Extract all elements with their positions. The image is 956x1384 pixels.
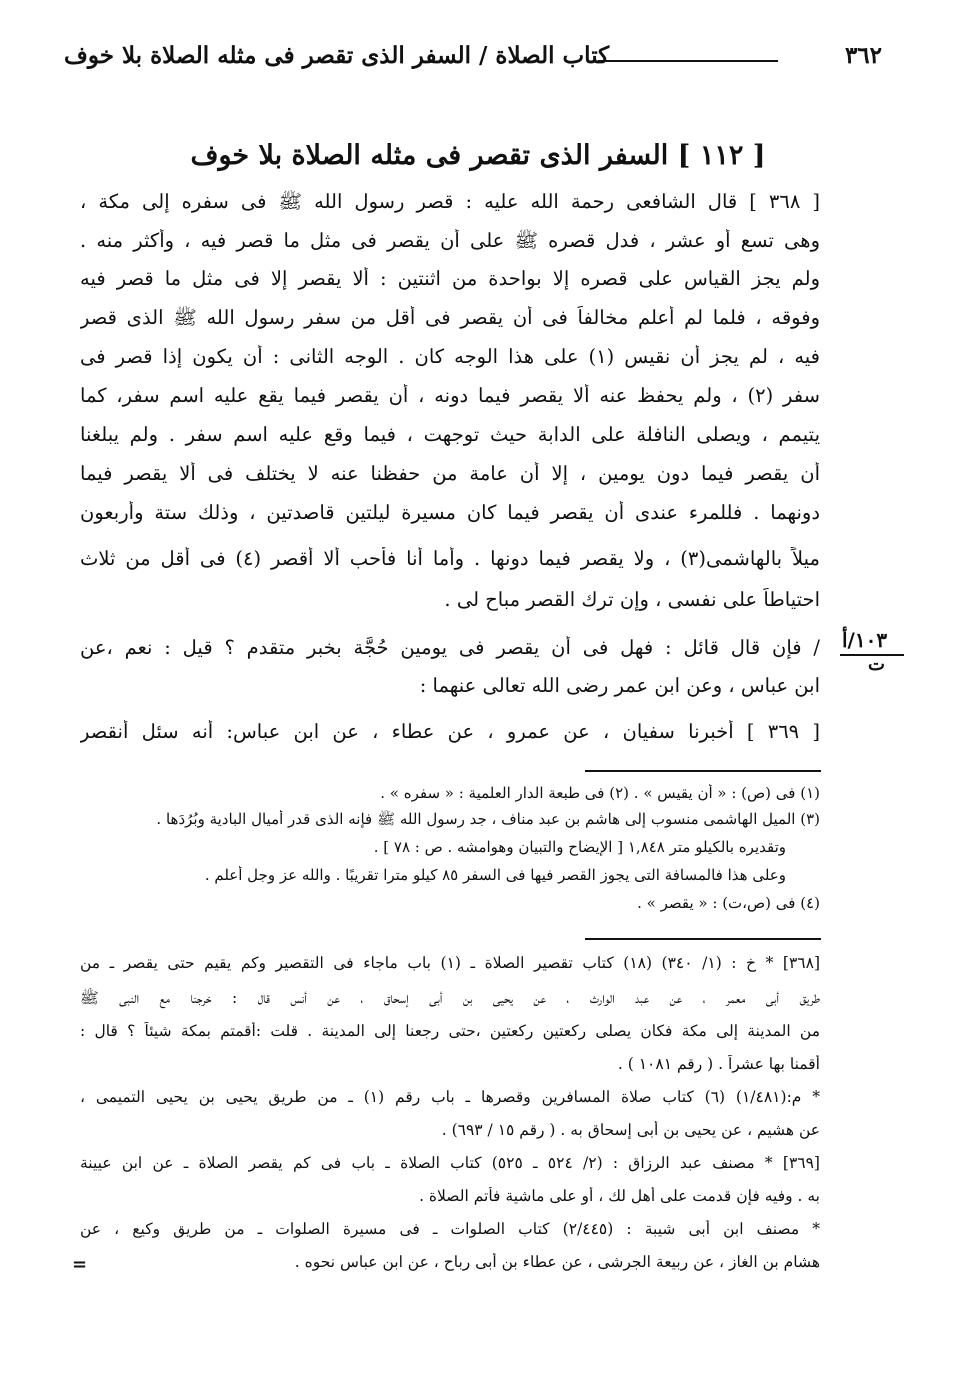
source-line: [٣٦٨] * خ : (١/ ٣٤٠) (١٨) كتاب تقصير الصلاة ـ (١) باب ماجاء فى التقصير وكم يقيم حتى يقصر ـ من xyxy=(80,954,820,972)
source-line: عن هشيم ، عن يحيى بن أبى إسحاق به . ( رقم ١٥ / ٦٩٣) . xyxy=(441,1121,820,1139)
body-line: سفر (٢) ، ولم يحفظ عنه ألا يقصر فيما دونه ، أن يقصر فيما يقع عليه اسم سفر، كما xyxy=(80,384,820,407)
body-line: فيه ، لم يجز أن نقيس (١) على هذا الوجه كان . الوجه الثانى : أن يكون إذا قصر فى xyxy=(80,345,820,368)
body-line: أن يقصر فيما دون يومين ، إلا أن عامة من حفظنا عنه لا يختلف فى ألا يقصر فيما xyxy=(80,462,820,485)
page-number: ٣٦٢ xyxy=(844,42,882,69)
source-line: [٣٦٩] * مصنف عبد الرزاق : (٢/ ٥٢٤ ـ ٥٢٥) كتاب الصلاة ـ باب فى كم يقصر الصلاة ـ عن ابن عيينة xyxy=(80,1154,820,1172)
body-line: / فإن قال قائل : فهل فى أن يقصر فى يومين حُجَّة بخبر متقدم ؟ قيل : نعم ،عن xyxy=(80,636,820,659)
footnote-line: وتقديره بالكيلو متر ١,٨٤٨ [ الإيضاح والتبيان وهوامشه . ص : ٧٨ ] . xyxy=(373,838,786,856)
body-line: وهى تسع أو عشر ، فدل قصره ﷺ على أن يقصر فى مثل ما قصر فيه ، وأكثر منه . xyxy=(80,229,820,252)
source-line: * مصنف ابن أبى شيبة : (٢/٤٤٥) كتاب الصلوات ـ فى مسيرة الصلوات ـ من طريق وكيع ، عن xyxy=(80,1220,820,1238)
source-line: من المدينة إلى مكة فكان يصلى ركعتين ركعتين ،حتى رجعنا إلى المدينة . قلت :أقمتم بمكة شيئاً ؟ قال : xyxy=(80,1022,820,1040)
source-line: طريق أبى معمر ، عن عبد الوارث ، عن يحيى بن أبى إسحاق ، عن أنس قال : خرجنا مع النبى ﷺ xyxy=(80,989,820,1007)
margin-letter: ت xyxy=(868,654,885,675)
source-line: به . وفيه فإن قدمت على أهلٍ لك ، أو على ماشية فأتم الصلاة . xyxy=(419,1187,820,1205)
body-line: دونهما . فللمرء عندى أن يقصر فيما كان مسيرة ليلتين قاصدتين ، وذلك ستة وأربعون xyxy=(80,501,820,524)
body-line: [ ٣٦٩ ] أخبرنا سفيان ، عن عمرو ، عن عطاء ، عن ابن عباس: أنه سئل أنقصر xyxy=(80,720,820,743)
source-line: أقمنا بها عشراً . ( رقم ١٠٨١ ) . xyxy=(617,1055,820,1073)
continuation-mark: = xyxy=(72,1254,88,1275)
source-line: * م:(١/٤٨١) (٦) كتاب صلاة المسافرين وقصرها ـ باب رقم (١) ـ من طريق يحيى بن يحيى التميمى ، xyxy=(80,1088,820,1106)
body-line: احتياطاً على نفسى ، وإن ترك القصر مباح لى . xyxy=(444,588,820,611)
footnote-line: (٤) فى (ص،ت) : « يقصر » . xyxy=(637,894,820,912)
source-line: هشام بن الغاز ، عن ربيعة الجرشى ، عن عطاء بن أبى رباح ، عن ابن عباس نحوه . xyxy=(294,1253,820,1271)
footnote-line: وعلى هذا فالمسافة التى يجوز القصر فيها فى السفر ٨٥ كيلو مترا تقريبًا . والله عز وجل أعلم . xyxy=(204,866,786,884)
footnote-line: (١) فى (ص) : « أن يقيس » . (٢) فى طبعة الدار العلمية : « سفره » . xyxy=(380,784,820,802)
chapter-title: [ ١١٢ ] السفر الذى تقصر فى مثله الصلاة بلا خوف xyxy=(190,140,766,171)
body-line: ابن عباس ، وعن ابن عمر رضى الله تعالى عنهما : xyxy=(419,674,820,697)
margin-folio: ١٠٣/أ xyxy=(842,628,888,652)
body-line: ولم يجز القياس على قصره إلا بواحدة من اثنتين : ألا يقصر إلا فى مثل ما قصر فيه xyxy=(80,267,820,290)
body-line: ميلاً بالهاشمى(٣) ، ولا يقصر فيما دونها . وأما أنا فأحب ألا أقصر (٤) فى أقل من ثلاث xyxy=(80,547,820,570)
footnote-rule xyxy=(585,770,821,772)
body-line: يتيمم ، ويصلى النافلة على الدابة حيث توجهت ، فيما وقع عليه اسم سفر . ولم يبلغنا xyxy=(80,423,820,446)
body-line: [ ٣٦٨ ] قال الشافعى رحمة الله عليه : قصر رسول الله ﷺ فى سفره إلى مكة ، xyxy=(80,190,820,213)
sources-rule xyxy=(585,938,821,940)
running-title: كتاب الصلاة / السفر الذى تقصر فى مثله الصلاة بلا خوف xyxy=(64,42,610,69)
body-line: وفوقه ، فلما لم أعلم مخالفاً فى أن يقصر فى أقل من سفر رسول الله ﷺ الذى قصر xyxy=(80,306,820,329)
footnote-line: (٣) الميل الهاشمى منسوب إلى هاشم بن عبد مناف ، جد رسول الله ﷺ فإنه الذى قدر أميال البادية وبُرُدَها . xyxy=(156,810,820,828)
